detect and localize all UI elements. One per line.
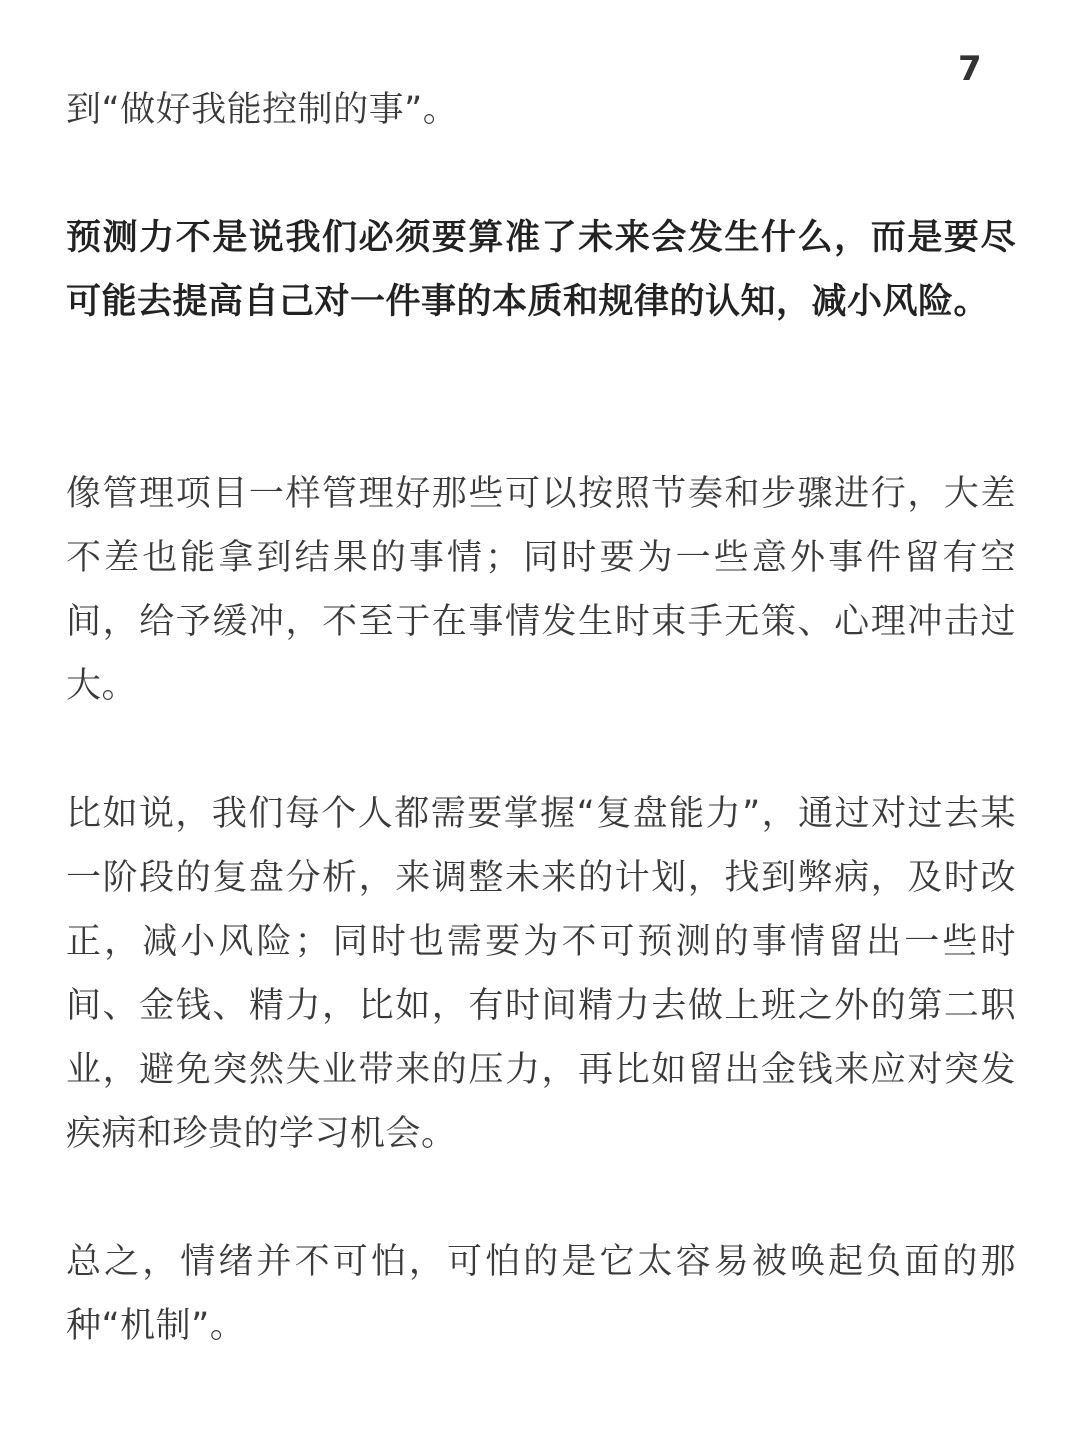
paragraph-conclusion: 总之，情绪并不可怕，可怕的是它太容易被唤起负面的那种“机制”。 bbox=[66, 1242, 1016, 1346]
page-number: 7 bbox=[958, 49, 982, 89]
paragraph-review-ability: 比如说，我们每个人都需要掌握“复盘能力”，通过对过去某一阶段的复盘分析，来调整未来的计划，找到弊病，及时改正，减小风险；同时也需要为不可预测的事情留出一些时间、金钱、精力，比如，有时间精力去做上班之外的第二职业，避免突然失业带来的压力，再比如留出金钱来应对突发疾病和珍贵的学习机会。 bbox=[66, 794, 1016, 1154]
paragraph-project-management: 像管理项目一样管理好那些可以按照节奏和步骤进行，大差不差也能拿到结果的事情；同时要为一些意外事件留有空间，给予缓冲，不至于在事情发生时束手无策、心理冲击过大。 bbox=[66, 474, 1016, 706]
paragraph-bold-key-point: 预测力不是说我们必须要算准了未来会发生什么，而是要尽可能去提高自己对一件事的本质和规律的认知，减小风险。 bbox=[66, 218, 1016, 322]
paragraph-continuation: 到“做好我能控制的事”。 bbox=[66, 90, 459, 130]
